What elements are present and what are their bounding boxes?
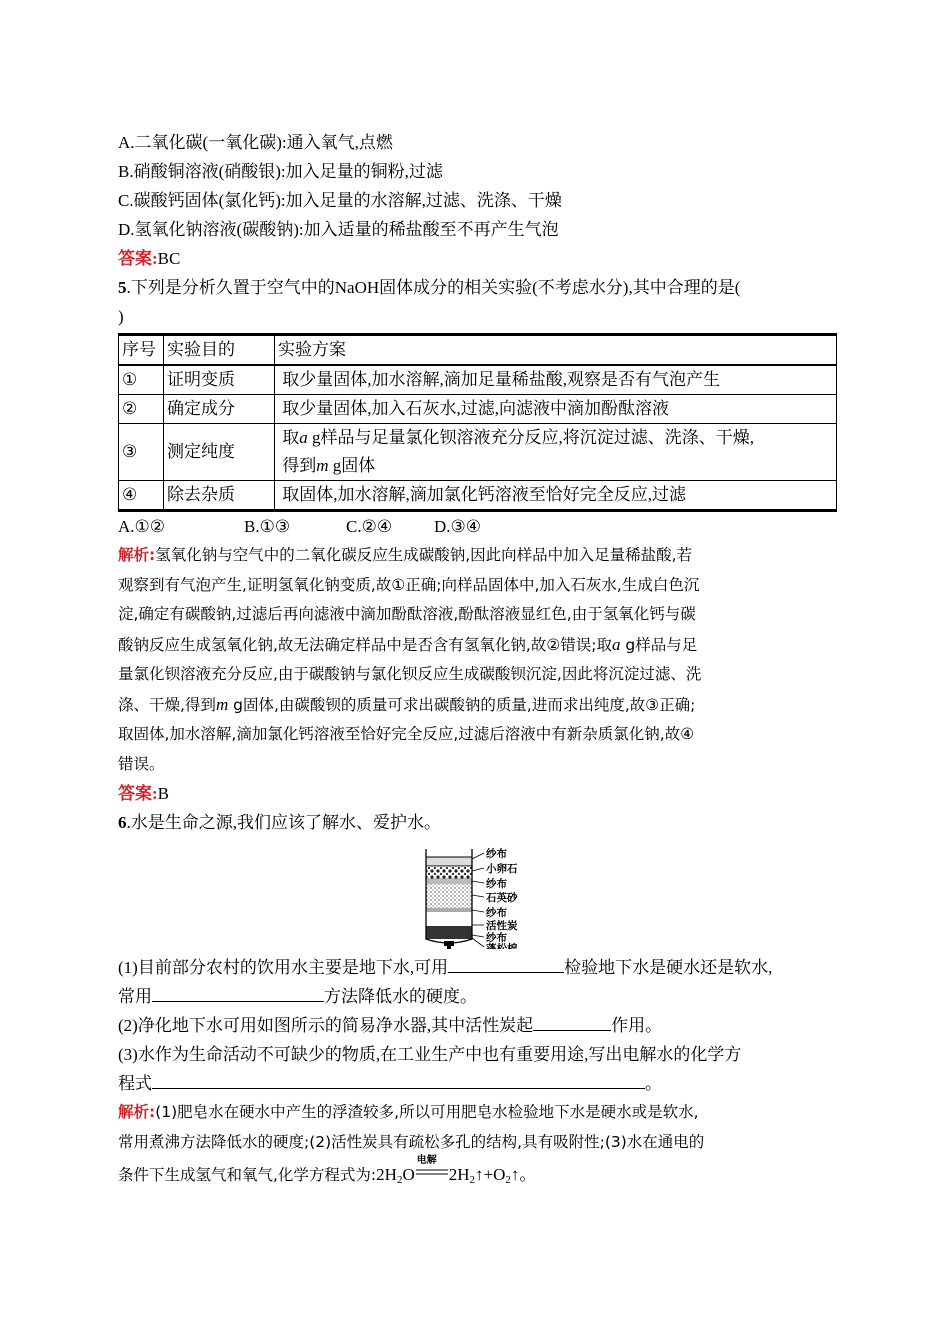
header-plan: 实验方案 — [275, 335, 837, 366]
row-no: ① — [119, 365, 164, 395]
eq-part: ↑。 — [510, 1165, 537, 1184]
q6-text: (2)净化地下水可用如图所示的简易净水器,其中活性炭起 — [118, 1016, 534, 1035]
analysis-text: 氢氧化钠与空气中的二氧化碳反应生成碳酸钠,因此向样品中加入足量稀盐酸,若 — [155, 546, 693, 564]
chemical-equation — [376, 1155, 537, 1186]
unit-g: g — [620, 635, 636, 654]
layer-cotton — [426, 912, 472, 926]
q6-part2 — [118, 1011, 838, 1040]
answer-blank-1[interactable] — [448, 953, 564, 973]
q6-text: 常用 — [118, 987, 152, 1006]
eq-condition: 电解 — [416, 1155, 437, 1166]
q6-part1-line1 — [118, 953, 838, 982]
analysis-text: 观察到有气泡产生,证明氢氧化钠变质,故①正确;向样品固体中,加入石灰水,生成白色沉 — [118, 575, 700, 594]
eq-part: O — [402, 1165, 415, 1184]
label-gauze-2: 纱布 — [486, 878, 507, 890]
table-row — [119, 395, 837, 424]
q6-text: 方法降低水的硬度。 — [324, 987, 477, 1006]
row-plan — [275, 481, 837, 511]
eq-sub: 2 — [396, 1174, 403, 1186]
row-plan — [275, 395, 837, 424]
eq-part: 2H — [376, 1165, 397, 1184]
q6-text: 。 — [645, 1074, 662, 1093]
q6-text: 检验地下水是硬水还是软水, — [564, 958, 773, 977]
analysis-text: 样品与足 — [635, 635, 698, 654]
page-content — [118, 128, 838, 1196]
label-activated-carbon: 活性炭 — [486, 920, 518, 932]
reaction-arrow — [415, 1155, 449, 1190]
q5-analysis — [118, 541, 838, 779]
label-gauze-1: 纱布 — [486, 848, 507, 860]
row-purpose: 测定纯度 — [164, 424, 275, 481]
q5-answer-line — [118, 779, 838, 808]
water-filter-diagram — [118, 839, 838, 949]
table-row — [119, 365, 837, 395]
q6-part3-line1: (3)水作为生命活动不可缺少的物质,在工业生产中也有重要用途,写出电解水的化学方 — [118, 1045, 742, 1064]
row-plan-text: 取少量固体,加水溶解,滴加足量稀盐酸,观察是否有气泡产生 — [282, 370, 720, 389]
q5-options — [118, 512, 838, 541]
row-plan-text: 取 — [282, 428, 300, 447]
label-quartz-sand: 石英砂 — [486, 892, 518, 904]
table-row — [119, 481, 837, 511]
row-plan-text: 取少量固体,加入石灰水,过滤,向滤液中滴加酚酞溶液 — [282, 399, 669, 418]
row-purpose: 证明变质 — [164, 365, 275, 395]
q5-answer: B — [157, 784, 170, 803]
layer-quartz-sand — [426, 884, 472, 908]
analysis-text: 量氯化钡溶液充分反应,由于碳酸钠与氯化钡反应生成碳酸钡沉淀,因此将沉淀过滤、洗 — [118, 665, 702, 683]
row-purpose: 确定成分 — [164, 395, 275, 424]
layer-gauze — [426, 857, 472, 866]
q4-option-d: D.氢氧化钠溶液(碳酸钠):加入适量的稀盐酸至不再产生气泡 — [118, 220, 559, 239]
q5-option-b: B.①③ — [244, 517, 291, 536]
eq-sub: 2 — [469, 1174, 475, 1186]
q4-option-a: A.二氧化碳(一氧化碳):通入氧气,点燃 — [118, 133, 393, 152]
label-lines — [472, 853, 484, 947]
q6-text: 作用。 — [611, 1016, 663, 1035]
row-plan-text: 得到 — [282, 456, 317, 475]
q5-stem — [118, 273, 838, 302]
answer-label: 答案: — [118, 784, 158, 803]
table-header-row — [119, 335, 837, 366]
eq-sub: 2 — [505, 1174, 511, 1186]
unit-g: g — [228, 695, 243, 714]
answer-label: 答案: — [118, 249, 158, 268]
var-a: a — [611, 634, 621, 654]
row-no: ③ — [119, 424, 164, 481]
header-no: 序号 — [119, 335, 164, 366]
eq-part: ↑ — [475, 1165, 484, 1184]
q5-table — [118, 333, 837, 512]
answer-blank-4[interactable] — [152, 1069, 645, 1089]
q5-option-c: C.②④ — [346, 517, 393, 536]
q5-stem-text: .下列是分析久置于空气中的NaOH固体成分的相关实验(不考虑水分),其中合理的是( — [126, 278, 741, 297]
label-pebbles: 小卵石 — [486, 863, 518, 875]
q6-text: (1)目前部分农村的饮用水主要是地下水,可用 — [118, 958, 449, 977]
q5-number: 5 — [118, 278, 127, 297]
q5-option-a: A.①② — [118, 517, 166, 536]
q4-option-b: B.硝酸铜溶液(硝酸银):加入足量的铜粉,过滤 — [118, 162, 443, 181]
analysis-text: 常用煮沸方法降低水的硬度;(2)活性炭具有疏松多孔的结构,具有吸附性;(3)水在通电的 — [118, 1132, 705, 1151]
analysis-label: 解析: — [118, 1103, 156, 1121]
q6-number: 6 — [118, 813, 127, 832]
q6-analysis — [118, 1098, 838, 1196]
layer-pebbles — [426, 866, 472, 879]
row-plan — [275, 365, 837, 395]
analysis-text: (1)肥皂水在硬水中产生的浮渣较多,所以可用肥皂水检验地下水是硬水或是软水, — [155, 1103, 699, 1121]
analysis-text: 酸钠反应生成氢氧化钠,故无法确定样品中是否含有氢氧化钠,故②错误;取 — [118, 635, 612, 654]
analysis-text: 条件下生成氢气和氧气,化学方程式为: — [118, 1166, 377, 1184]
answer-blank-3[interactable] — [533, 1011, 611, 1031]
analysis-text: 取固体,加水溶解,滴加氯化钙溶液至恰好完全反应,过滤后溶液中有新杂质氯化钠,故④ — [118, 725, 695, 743]
layer-gauze — [426, 879, 472, 884]
q6-part1-line2 — [118, 982, 838, 1011]
q4-answer-line — [118, 244, 838, 273]
row-no: ④ — [119, 481, 164, 511]
q5-option-d: D.③④ — [434, 517, 482, 536]
analysis-text: 淀,确定有碳酸钠,过滤后再向滤液中滴加酚酞溶液,酚酞溶液显红色,由于氢氧化钙与碳 — [118, 605, 696, 623]
q4-option-c: C.碳酸钙固体(氯化钙):加入足量的水溶解,过滤、洗涤、干燥 — [118, 191, 562, 210]
layer-gauze — [426, 908, 472, 912]
var-m: m — [215, 694, 229, 714]
layer-activated-carbon — [426, 926, 472, 939]
q6-part3-line2 — [118, 1069, 838, 1098]
q6-stem-text: .水是生命之源,我们应该了解水、爱护水。 — [126, 813, 441, 832]
var-a: a — [299, 428, 308, 447]
q6-stem — [118, 808, 838, 837]
eq-part: 2H — [448, 1165, 470, 1184]
answer-blank-2[interactable] — [152, 982, 324, 1002]
q6-text: 程式 — [118, 1074, 152, 1093]
q5-stem-cont: ) — [118, 307, 124, 326]
q4-answer: BC — [157, 249, 181, 268]
row-purpose: 除去杂质 — [164, 481, 275, 511]
label-gauze-3: 纱布 — [486, 907, 507, 919]
row-no: ② — [119, 395, 164, 424]
label-cotton: 蓬松棉 — [486, 943, 518, 949]
header-purpose: 实验目的 — [164, 335, 275, 366]
analysis-text: 涤、干燥,得到 — [118, 695, 216, 714]
eq-part: +O — [483, 1165, 506, 1184]
var-m: m — [316, 456, 329, 475]
filter-container — [426, 849, 472, 949]
analysis-text: 错误。 — [118, 754, 165, 773]
water-filter-figure — [118, 839, 838, 949]
table-row — [119, 424, 837, 481]
row-plan-text: g样品与足量氯化钡溶液充分反应,将沉淀过滤、洗涤、干燥, — [307, 428, 754, 447]
row-plan-text: g固体 — [328, 456, 376, 475]
analysis-label: 解析: — [118, 546, 156, 564]
row-plan — [275, 424, 837, 481]
analysis-text: 固体,由碳酸钡的质量可求出碳酸钠的质量,进而求出纯度,故③正确; — [243, 695, 696, 714]
label-gauze-4: 纱布 — [486, 932, 507, 944]
row-plan-text: 取固体,加水溶解,滴加氯化钙溶液至恰好完全反应,过滤 — [282, 485, 686, 504]
